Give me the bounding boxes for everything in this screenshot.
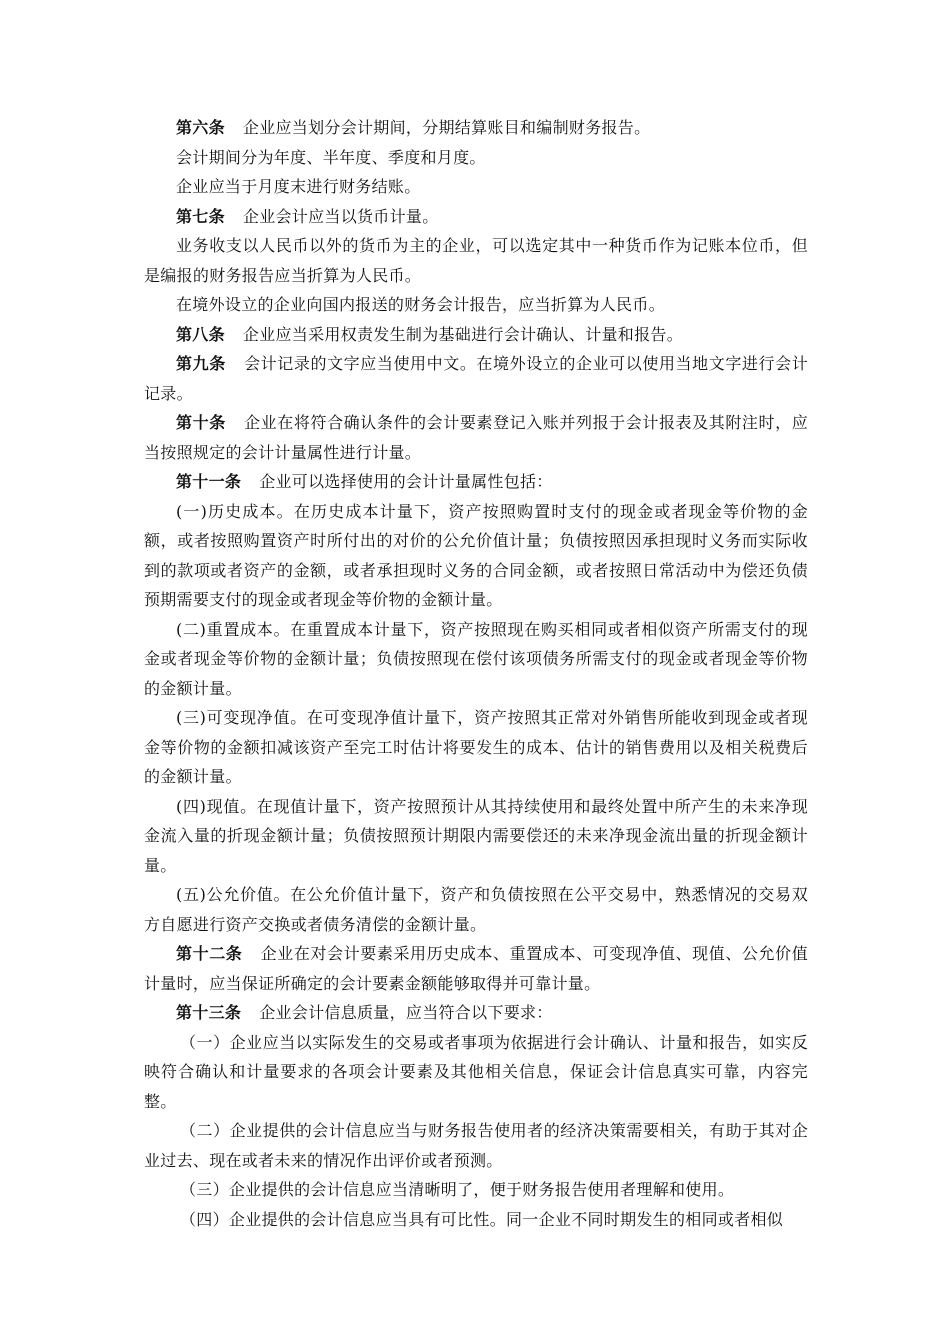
paragraph-text: （三）企业提供的会计信息应当清晰明了，便于财务报告使用者理解和使用。 <box>180 1180 735 1199</box>
article-paragraph <box>144 202 808 232</box>
article-paragraph <box>144 408 808 467</box>
article-number: 第九条 <box>176 354 226 373</box>
article-paragraph <box>144 113 808 143</box>
article-paragraph <box>144 939 808 998</box>
article-number: 第十三条 <box>176 1003 242 1022</box>
paragraph <box>144 290 808 320</box>
article-number: 第六条 <box>176 118 225 137</box>
paragraph <box>144 231 808 290</box>
paragraph-text: 企业可以选择使用的会计计量属性包括： <box>259 472 553 491</box>
article-number: 第十一条 <box>176 472 242 491</box>
paragraph-text: 会计记录的文字应当使用中文。在境外设立的企业可以使用当地文字进行会计记录。 <box>144 354 809 403</box>
paragraph <box>144 1205 808 1235</box>
paragraph-text: 企业在将符合确认条件的会计要素登记入账并列报于会计报表及其附注时，应当按照规定的会计计量属性进行计量。 <box>144 413 809 462</box>
paragraph-text: (三)可变现净值。在可变现净值计量下，资产按照其正常对外销售所能收到现金或者现金等价物的金额扣减该资产至完工时估计将要发生的成本、估计的销售费用以及相关税费后的金额计量。 <box>144 708 808 786</box>
paragraph-text: (二)重置成本。在重置成本计量下，资产按照现在购买相同或者相似资产所需支付的现金或者现金等价物的金额计量；负债按照现在偿付该项债务所需支付的现金或者现金等价物的金额计量。 <box>144 619 808 698</box>
paragraph <box>144 1028 808 1117</box>
article-number: 第七条 <box>176 206 225 226</box>
article-paragraph <box>144 349 808 408</box>
paragraph-text: （一）企业应当以实际发生的交易或者事项为依据进行会计确认、计量和报告，如实反映符合确认和计量要求的各项会计要素及其他相关信息，保证会计信息真实可靠，内容完整。 <box>144 1032 808 1111</box>
paragraph-text: 企业在对会计要素采用历史成本、重置成本、可变现净值、现值、公允价值计量时，应当保证所确定的会计要素金额能够取得并可靠计量。 <box>144 944 809 993</box>
paragraph-text: 企业会计信息质量，应当符合以下要求： <box>259 1003 553 1022</box>
paragraph <box>144 615 808 704</box>
paragraph-text: 企业会计应当以货币计量。 <box>242 206 439 226</box>
article-paragraph <box>144 320 808 350</box>
article-number: 第八条 <box>176 324 225 344</box>
article-paragraph <box>144 467 808 497</box>
paragraph <box>144 172 808 202</box>
paragraph-text: 业务收支以人民币以外的货币为主的企业，可以选定其中一种货币作为记账本位币，但是编报的财务报告应当折算为人民币。 <box>144 236 808 285</box>
paragraph-text: （四）企业提供的会计信息应当具有可比性。同一企业不同时期发生的相同或者相似 <box>180 1209 784 1229</box>
document-body <box>144 113 808 1234</box>
paragraph-text: （二）企业提供的会计信息应当与财务报告使用者的经济决策需要相关，有助于其对企业过去、现在或者未来的情况作出评价或者预测。 <box>144 1121 808 1170</box>
paragraph-text: 会计期间分为年度、半年度、季度和月度。 <box>176 147 486 167</box>
paragraph <box>144 1116 808 1175</box>
paragraph <box>144 143 808 173</box>
paragraph <box>144 703 808 792</box>
paragraph <box>144 880 808 939</box>
article-paragraph <box>144 998 808 1028</box>
paragraph <box>144 1175 808 1205</box>
article-number: 第十条 <box>176 413 226 432</box>
paragraph-text: 企业应当采用权责发生制为基础进行会计确认、计量和报告。 <box>242 324 684 344</box>
paragraph <box>144 497 808 615</box>
paragraph-text: 企业应当于月度末进行财务结账。 <box>176 177 421 196</box>
paragraph-text: 企业应当划分会计期间，分期结算账目和编制财务报告。 <box>242 118 651 137</box>
paragraph-text: (五)公允价值。在公允价值计量下，资产和负债按照在公平交易中，熟悉情况的交易双方自愿进行资产交换或者债务清偿的金额计量。 <box>144 885 808 934</box>
paragraph-text: (一)历史成本。在历史成本计量下，资产按照购置时支付的现金或者现金等价物的金额，或者按照购置资产时所付出的对价的公允价值计量；负债按照因承担现时义务而实际收到的款项或者资产的金额，或者承担现时义务的合同金额，或者按照日常活动中为偿还负债预期需要支付的现金或者现金等价物的金额计量。 <box>144 501 808 609</box>
paragraph-text: 在境外设立的企业向国内报送的财务会计报告，应当折算为人民币。 <box>176 295 666 314</box>
paragraph-text: (四)现值。在现值计量下，资产按照预计从其持续使用和最终处置中所产生的未来净现金流入量的折现金额计量；负债按照预计期限内需要偿还的未来净现金流出量的折现金额计量。 <box>144 796 808 875</box>
paragraph <box>144 792 808 881</box>
article-number: 第十二条 <box>176 944 243 963</box>
